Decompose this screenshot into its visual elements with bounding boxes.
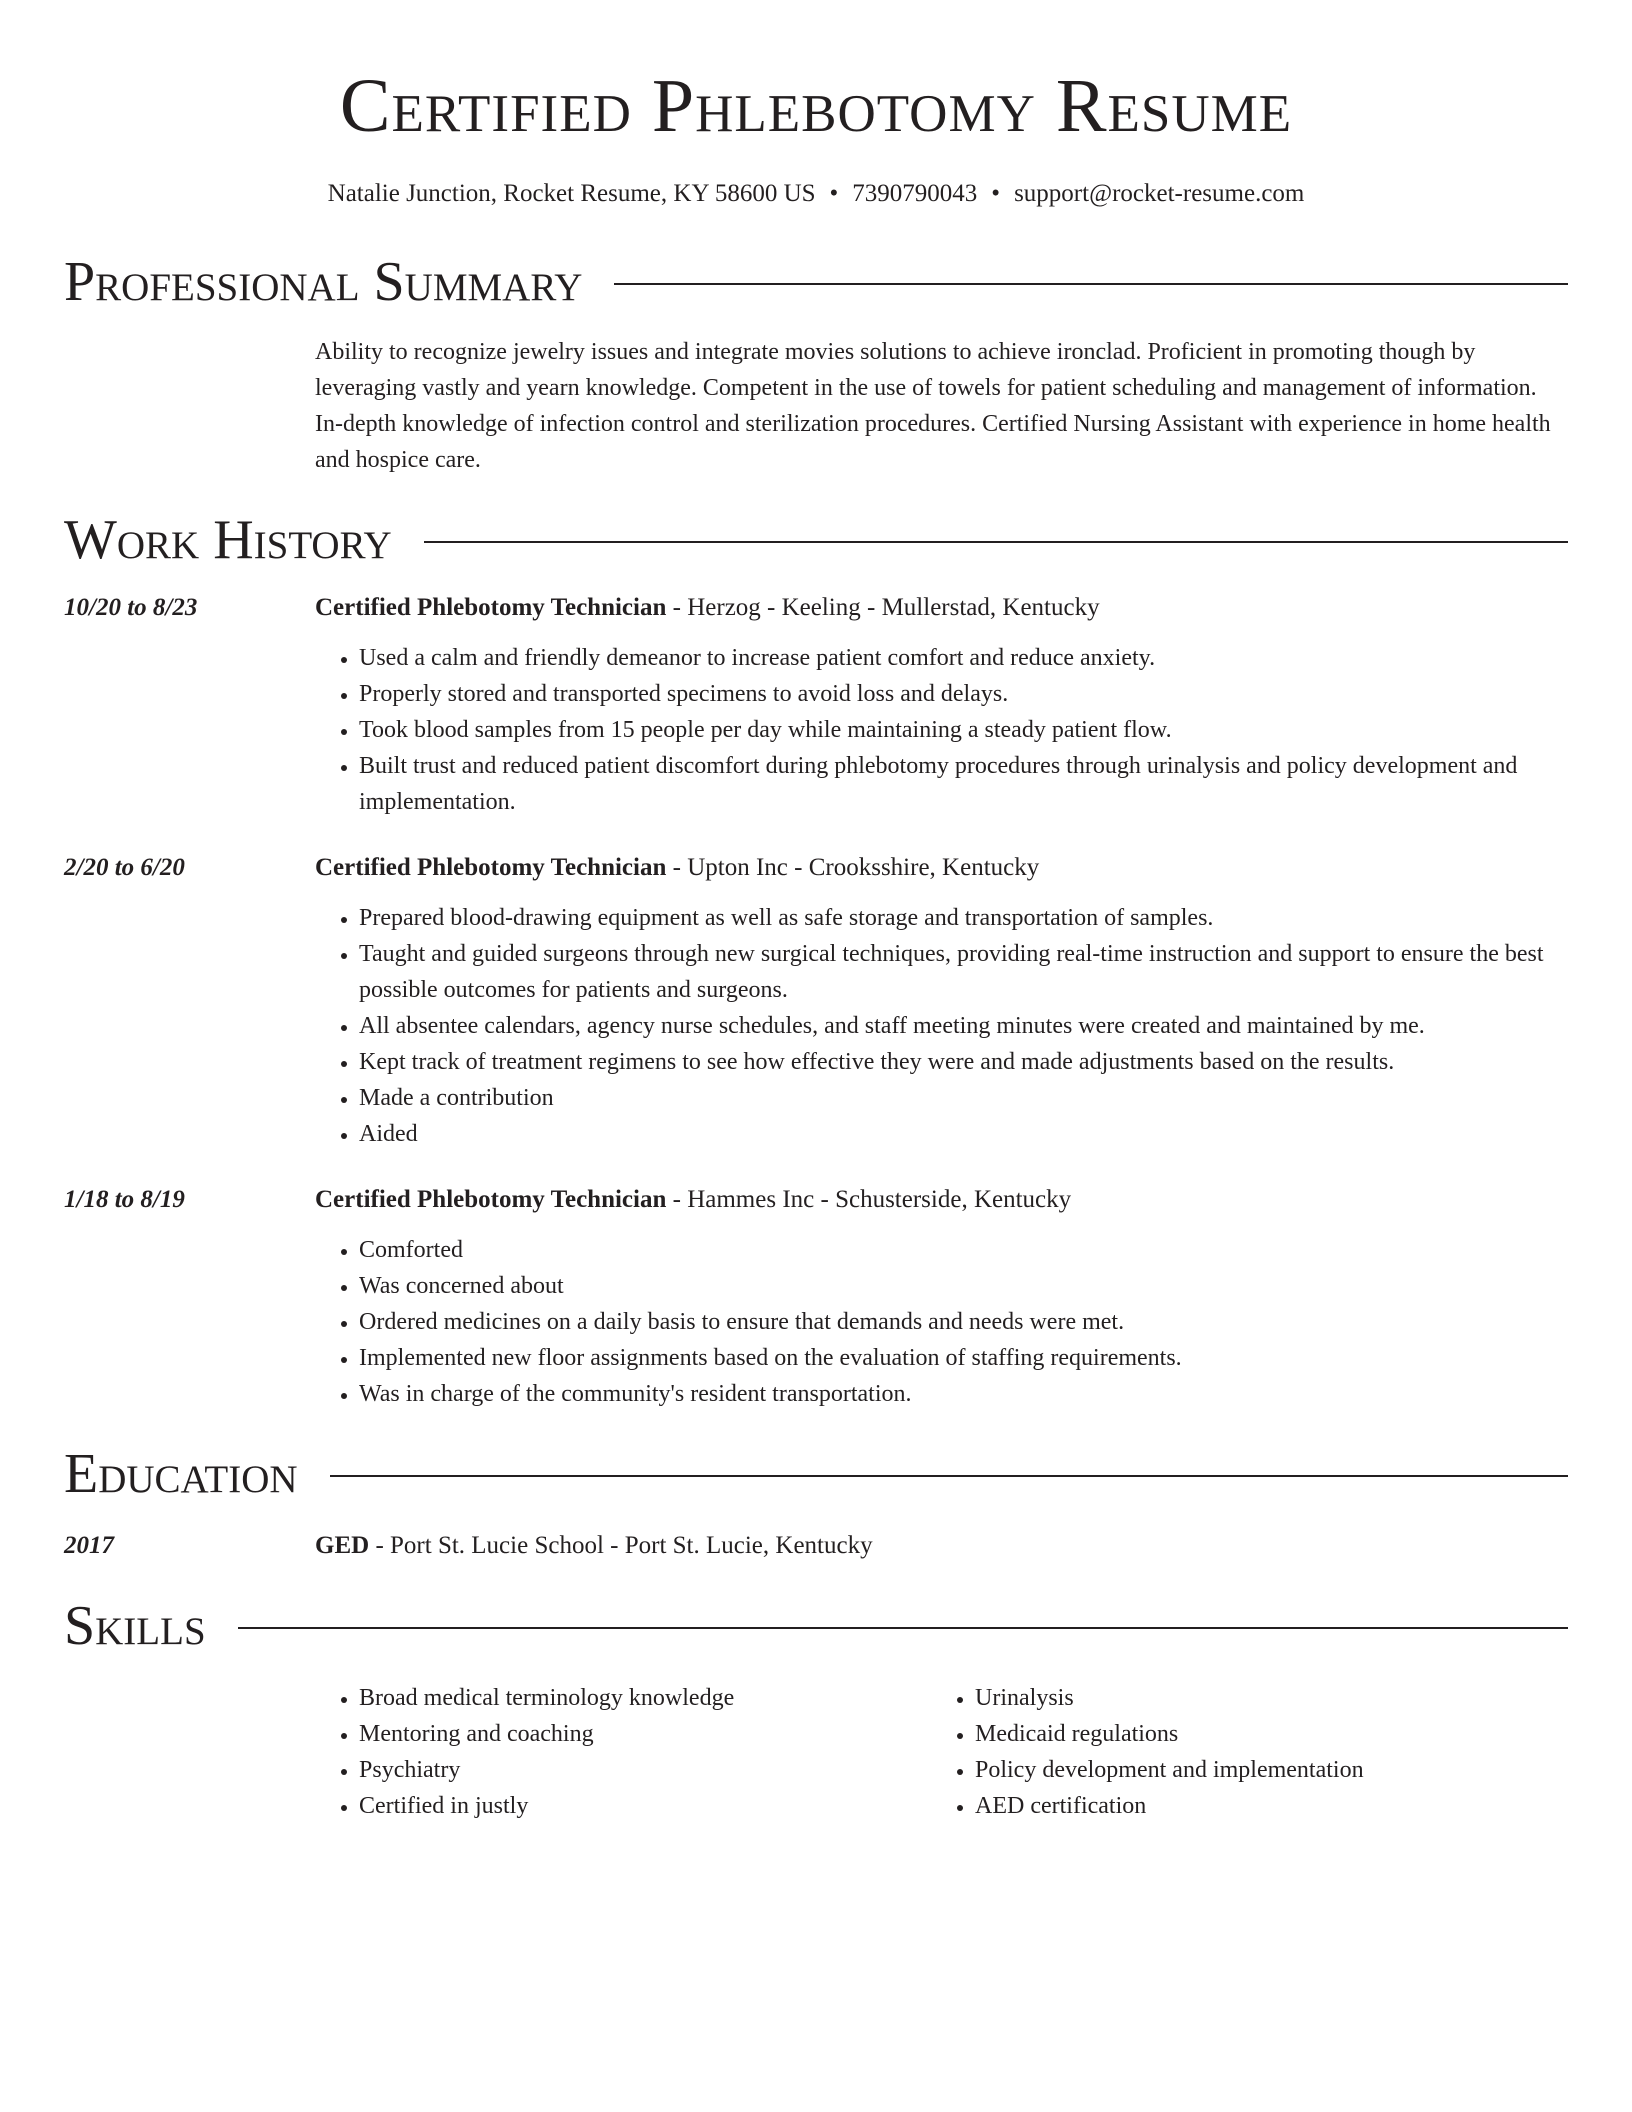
job-duty-item: • Took blood samples from 15 people per day while maintaining a steady patient flow. (359, 712, 1568, 748)
education-heading (315, 1528, 1568, 1564)
skills-grid (315, 1680, 1568, 1824)
work-history-list (64, 590, 1568, 1412)
skill-item: • Broad medical terminology knowledge (359, 1680, 931, 1716)
contact-separator: • (991, 180, 1001, 207)
job-heading (315, 590, 1568, 626)
skill-item: • Certified in justly (359, 1788, 931, 1824)
skills-column-left (315, 1680, 931, 1824)
job-duty-item: • Was in charge of the community's resident transportation. (359, 1376, 1568, 1412)
work-section-header (64, 508, 1568, 572)
job-body (315, 1182, 1568, 1412)
skill-item: • AED certification (975, 1788, 1547, 1824)
job-heading (315, 850, 1568, 886)
section-title-education: Education (64, 1443, 298, 1505)
resume-title: Certified Phlebotomy Resume (339, 64, 1293, 148)
job-employer-location: - Hammes Inc - Schusterside, Kentucky (666, 1186, 1072, 1213)
education-degree: GED (315, 1532, 370, 1559)
section-title-work-history: Work History (64, 509, 392, 571)
job-duty-item: • Aided (359, 1116, 1568, 1152)
job-dates: 2/20 to 6/20 (64, 854, 185, 881)
job-entry (64, 1182, 1568, 1412)
section-divider (238, 1627, 1568, 1629)
job-entry (64, 590, 1568, 820)
section-divider (614, 283, 1568, 285)
job-duties-list (315, 640, 1568, 820)
job-title: Certified Phlebotomy Technician (315, 1186, 667, 1213)
skills-list-left (315, 1680, 931, 1824)
skill-item: • Urinalysis (975, 1680, 1547, 1716)
job-employer-location: - Herzog - Keeling - Mullerstad, Kentucky (666, 594, 1100, 621)
job-dates: 10/20 to 8/23 (64, 594, 198, 621)
section-divider (424, 541, 1568, 543)
job-duty-item: • Built trust and reduced patient discomfort during phlebotomy procedures through urinalysis and policy development and implementation. (359, 748, 1568, 820)
job-duty-item: • Taught and guided surgeons through new surgical techniques, providing real-time instruction and support to ensure the best possible outcomes for patients and surgeons. (359, 936, 1568, 1008)
job-duty-item: • Used a calm and friendly demeanor to increase patient comfort and reduce anxiety. (359, 640, 1568, 676)
contact-separator: • (829, 180, 839, 207)
job-title: Certified Phlebotomy Technician (315, 594, 667, 621)
job-heading (315, 1182, 1568, 1218)
job-duty-item: • Prepared blood-drawing equipment as well as safe storage and transportation of samples. (359, 900, 1568, 936)
job-duty-item: • Kept track of treatment regimens to see how effective they were and made adjustments based on the results. (359, 1044, 1568, 1080)
job-duty-item: • Was concerned about (359, 1268, 1568, 1304)
skill-item: • Policy development and implementation (975, 1752, 1547, 1788)
skills-column-right (931, 1680, 1547, 1824)
skill-item: • Psychiatry (359, 1752, 931, 1788)
job-body (315, 850, 1568, 1152)
job-duty-item: • All absentee calendars, agency nurse schedules, and staff meeting minutes were created and maintained by me. (359, 1008, 1568, 1044)
skill-item: • Mentoring and coaching (359, 1716, 931, 1752)
job-dates: 1/18 to 8/19 (64, 1186, 185, 1213)
job-duties-list (315, 900, 1568, 1152)
section-title-summary: Professional Summary (64, 251, 583, 313)
education-entry (64, 1528, 1568, 1564)
job-body (315, 590, 1568, 820)
job-duty-item: • Implemented new floor assignments based on the evaluation of staffing requirements. (359, 1340, 1568, 1376)
job-duty-item: • Comforted (359, 1232, 1568, 1268)
education-details: - Port St. Lucie School - Port St. Lucie, Kentucky (369, 1532, 873, 1559)
job-duties-list (315, 1232, 1568, 1412)
section-title-skills: Skills (64, 1595, 206, 1657)
education-body (315, 1528, 1568, 1564)
summary-text: Ability to recognize jewelry issues and integrate movies solutions to achieve ironclad. Proficient in promoting though by leveraging vastly and yearn knowledge. Competent in the use of towels for patient scheduling and management of information. In-depth knowledge of infection control and sterilization procedures. Certified Nursing Assistant with experience in home health and hospice care. (315, 339, 1551, 473)
job-duty-item: • Ordered medicines on a daily basis to ensure that demands and needs were met. (359, 1304, 1568, 1340)
job-title: Certified Phlebotomy Technician (315, 854, 667, 881)
contact-phone: 7390790043 (852, 180, 978, 207)
job-entry (64, 850, 1568, 1152)
job-duty-item: • Made a contribution (359, 1080, 1568, 1116)
summary-section-header (64, 250, 1568, 314)
contact-address: Natalie Junction, Rocket Resume, KY 58600 US (327, 180, 816, 207)
job-duty-item: • Properly stored and transported specimens to avoid loss and delays. (359, 676, 1568, 712)
contact-line (64, 178, 1568, 210)
skill-item: • Medicaid regulations (975, 1716, 1547, 1752)
skills-section-header (64, 1594, 1568, 1658)
section-divider (330, 1475, 1568, 1477)
skills-list-right (931, 1680, 1547, 1824)
education-year: 2017 (64, 1532, 114, 1559)
education-section-header (64, 1442, 1568, 1506)
contact-email: support@rocket-resume.com (1014, 180, 1305, 207)
job-employer-location: - Upton Inc - Crooksshire, Kentucky (666, 854, 1040, 881)
